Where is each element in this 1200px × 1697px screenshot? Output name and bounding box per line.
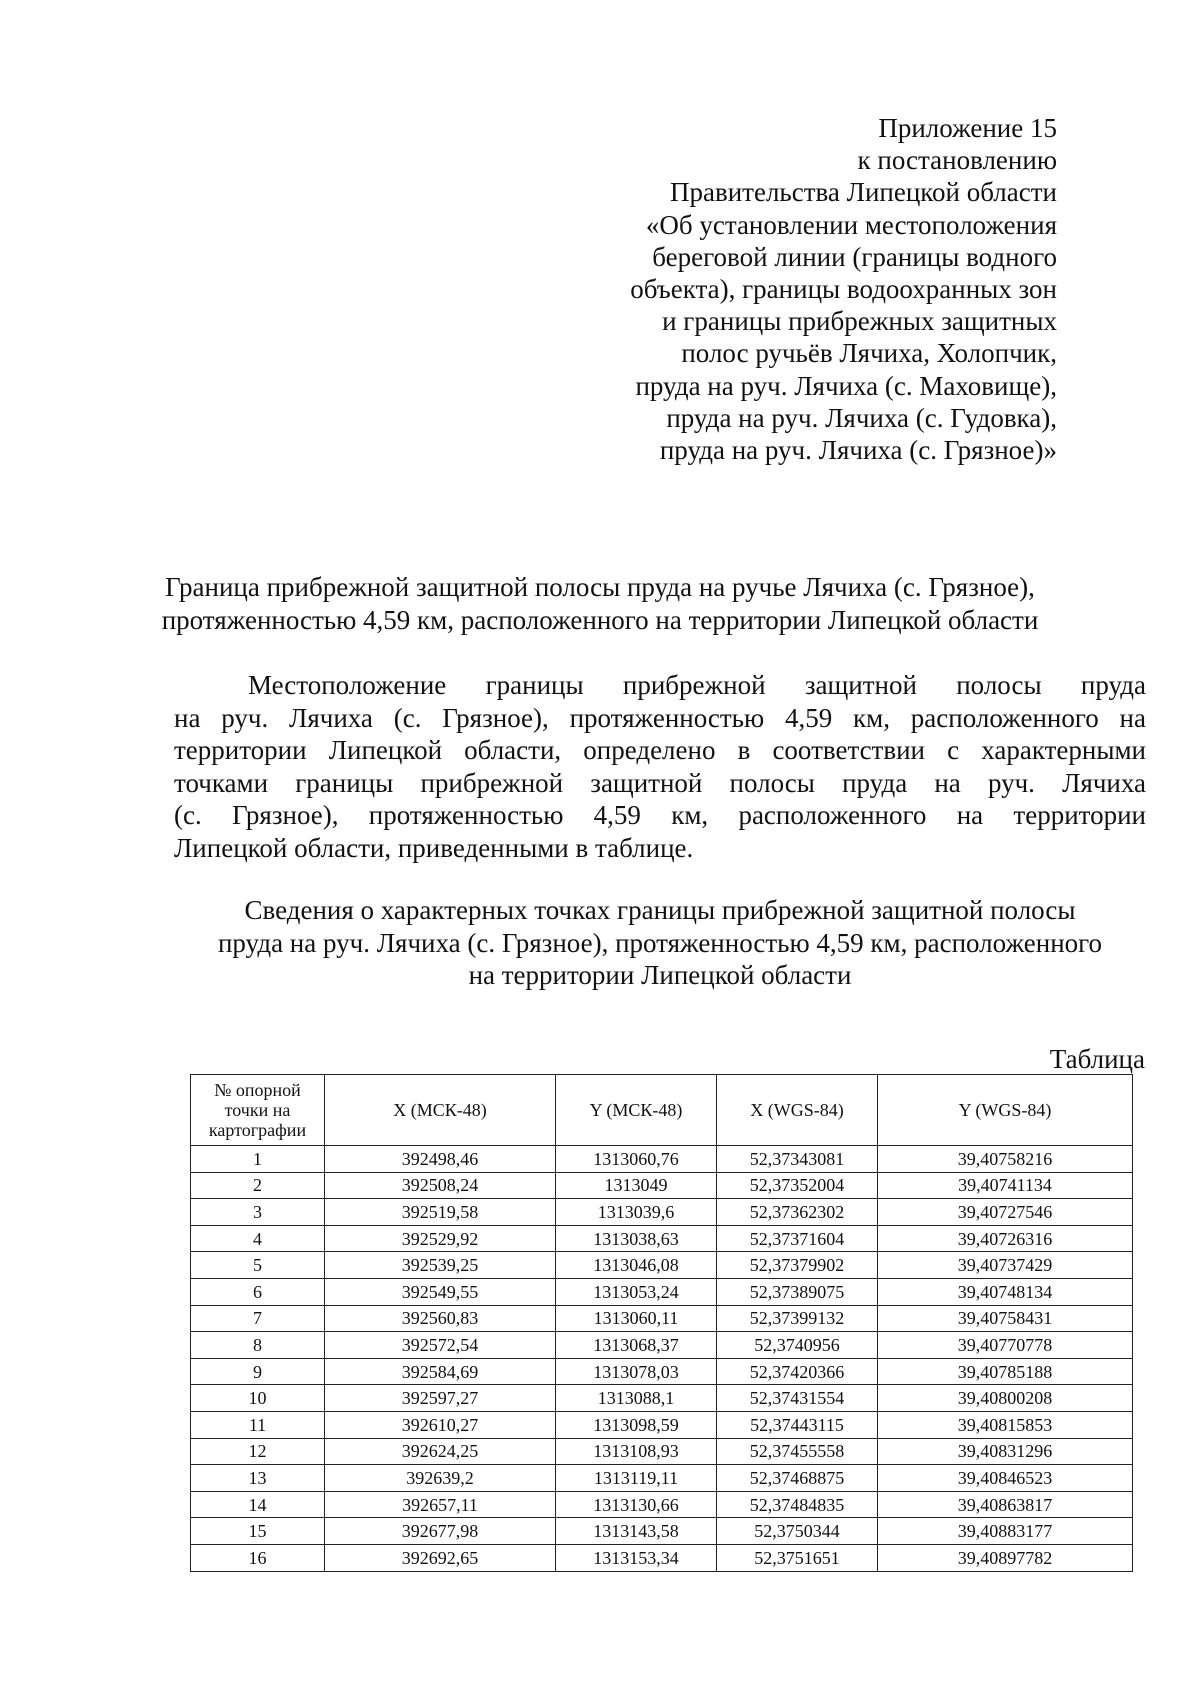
cell-x-msk: 392529,92: [325, 1225, 556, 1252]
table-row: [191, 1544, 1133, 1571]
title-line: протяженностью 4,59 км, расположенного на территории Липецкой области: [161, 604, 1039, 635]
cell-point-number: 13: [191, 1465, 325, 1492]
table-row: [191, 1172, 1133, 1199]
paragraph-line: Липецкой области, приведенными в таблице.: [174, 832, 694, 863]
table-row: [191, 1332, 1133, 1359]
paragraph-line: Местоположение границы прибрежной защитной полосы пруда: [248, 670, 1146, 700]
cell-point-number: 4: [191, 1225, 325, 1252]
paragraph-line: точками границы прибрежной защитной полосы пруда на руч. Лячиха: [174, 767, 1146, 798]
cell-point-number: 7: [191, 1305, 325, 1332]
table-row: [191, 1411, 1133, 1438]
cell-y-wgs: 39,40748134: [878, 1278, 1133, 1305]
cell-y-msk: 1313049: [556, 1172, 717, 1199]
table-row: [191, 1518, 1133, 1545]
cell-x-msk: 392549,55: [325, 1278, 556, 1305]
cell-y-wgs: 39,40800208: [878, 1385, 1133, 1412]
document-title: [140, 571, 1060, 636]
cell-y-wgs: 39,40737429: [878, 1252, 1133, 1279]
cell-y-msk: 1313143,58: [556, 1518, 717, 1545]
cell-y-wgs: 39,40758216: [878, 1146, 1133, 1173]
cell-y-msk: 1313068,37: [556, 1332, 717, 1359]
table-label: Таблица: [1049, 1044, 1145, 1074]
cell-x-wgs: 52,37362302: [717, 1199, 878, 1226]
cell-x-msk: 392639,2: [325, 1465, 556, 1492]
table-row: [191, 1358, 1133, 1385]
appendix-block: [537, 112, 1057, 466]
appendix-line: объекта), границы водоохранных зон: [630, 274, 1057, 305]
cell-x-msk: 392519,58: [325, 1199, 556, 1226]
cell-point-number: 9: [191, 1358, 325, 1385]
cell-point-number: 16: [191, 1544, 325, 1571]
table-header-row: [191, 1075, 1133, 1146]
cell-x-wgs: 52,37389075: [717, 1278, 878, 1305]
paragraph-line: (с. Грязное), протяженностью 4,59 км, расположенного на территории: [174, 800, 1146, 830]
table-row: [191, 1491, 1133, 1518]
table-row: [191, 1252, 1133, 1279]
appendix-line: полос ручьёв Лячиха, Холопчик,: [681, 338, 1057, 369]
cell-x-wgs: 52,37431554: [717, 1385, 878, 1412]
cell-x-msk: 392610,27: [325, 1411, 556, 1438]
caption-line: Сведения о характерных точках границы прибрежной защитной полосы: [244, 895, 1076, 925]
header-y-msk: Y (МСК-48): [556, 1075, 717, 1146]
cell-y-wgs: 39,40727546: [878, 1199, 1133, 1226]
cell-x-msk: 392657,11: [325, 1491, 556, 1518]
caption-line: пруда на руч. Лячиха (с. Грязное), протяженностью 4,59 км, расположенного: [217, 927, 1103, 958]
cell-x-msk: 392677,98: [325, 1518, 556, 1545]
cell-point-number: 14: [191, 1491, 325, 1518]
cell-x-wgs: 52,37420366: [717, 1358, 878, 1385]
cell-y-msk: 1313153,34: [556, 1544, 717, 1571]
appendix-line: к постановлению: [857, 145, 1057, 176]
header-y-wgs: Y (WGS-84): [878, 1075, 1133, 1146]
appendix-line: береговой линии (границы водного: [652, 241, 1057, 272]
cell-point-number: 11: [191, 1411, 325, 1438]
appendix-line: «Об установлении местоположения: [645, 209, 1057, 240]
cell-x-msk: 392692,65: [325, 1544, 556, 1571]
appendix-line: пруда на руч. Лячиха (с. Грязное)»: [659, 435, 1057, 466]
header-point-line: картографии: [208, 1120, 307, 1140]
cell-point-number: 8: [191, 1332, 325, 1359]
cell-x-wgs: 52,37484835: [717, 1491, 878, 1518]
body-paragraph: [174, 669, 1146, 864]
cell-y-wgs: 39,40726316: [878, 1225, 1133, 1252]
cell-x-msk: 392597,27: [325, 1385, 556, 1412]
cell-y-wgs: 39,40815853: [878, 1411, 1133, 1438]
appendix-line: и границы прибрежных защитных: [662, 306, 1057, 337]
cell-y-msk: 1313108,93: [556, 1438, 717, 1465]
cell-y-msk: 1313060,11: [556, 1305, 717, 1332]
cell-y-msk: 1313098,59: [556, 1411, 717, 1438]
appendix-line: Приложение 15: [878, 113, 1057, 143]
table-row: [191, 1465, 1133, 1492]
cell-y-wgs: 39,40846523: [878, 1465, 1133, 1492]
cell-y-msk: 1313046,08: [556, 1252, 717, 1279]
cell-point-number: 2: [191, 1172, 325, 1199]
coordinates-table: [190, 1074, 1133, 1572]
paragraph-line: на руч. Лячиха (с. Грязное), протяженностью 4,59 км, расположенного на: [174, 702, 1146, 733]
cell-y-msk: 1313039,6: [556, 1199, 717, 1226]
cell-y-msk: 1313053,24: [556, 1278, 717, 1305]
cell-point-number: 5: [191, 1252, 325, 1279]
cell-y-wgs: 39,40758431: [878, 1305, 1133, 1332]
cell-x-wgs: 52,3751651: [717, 1544, 878, 1571]
cell-y-wgs: 39,40897782: [878, 1544, 1133, 1571]
cell-x-wgs: 52,37343081: [717, 1146, 878, 1173]
cell-y-wgs: 39,40883177: [878, 1518, 1133, 1545]
cell-x-wgs: 52,37455558: [717, 1438, 878, 1465]
cell-point-number: 1: [191, 1146, 325, 1173]
cell-x-msk: 392508,24: [325, 1172, 556, 1199]
header-point-line: точки на: [224, 1100, 291, 1120]
appendix-line: Правительства Липецкой области: [669, 177, 1057, 208]
cell-y-msk: 1313130,66: [556, 1491, 717, 1518]
cell-point-number: 10: [191, 1385, 325, 1412]
caption-line: на территории Липецкой области: [468, 960, 852, 990]
cell-x-msk: 392624,25: [325, 1438, 556, 1465]
table-row: [191, 1225, 1133, 1252]
table-caption: [180, 894, 1140, 992]
cell-x-msk: 392498,46: [325, 1146, 556, 1173]
cell-x-wgs: 52,37468875: [717, 1465, 878, 1492]
cell-y-msk: 1313088,1: [556, 1385, 717, 1412]
cell-y-msk: 1313078,03: [556, 1358, 717, 1385]
cell-x-wgs: 52,3740956: [717, 1332, 878, 1359]
cell-point-number: 12: [191, 1438, 325, 1465]
cell-x-wgs: 52,3750344: [717, 1518, 878, 1545]
header-x-wgs: X (WGS-84): [717, 1075, 878, 1146]
cell-y-msk: 1313060,76: [556, 1146, 717, 1173]
cell-y-wgs: 39,40770778: [878, 1332, 1133, 1359]
cell-y-msk: 1313119,11: [556, 1465, 717, 1492]
cell-y-wgs: 39,40785188: [878, 1358, 1133, 1385]
cell-x-msk: 392584,69: [325, 1358, 556, 1385]
appendix-line: пруда на руч. Лячиха (с. Гудовка),: [666, 402, 1057, 433]
paragraph-line: территории Липецкой области, определено в соответствии с характерными: [174, 735, 1146, 765]
table-row: [191, 1146, 1133, 1173]
cell-y-wgs: 39,40741134: [878, 1172, 1133, 1199]
cell-x-wgs: 52,37371604: [717, 1225, 878, 1252]
header-x-msk: X (МСК-48): [325, 1075, 556, 1146]
appendix-line: пруда на руч. Лячиха (с. Маховище),: [635, 370, 1057, 401]
cell-point-number: 6: [191, 1278, 325, 1305]
table-row: [191, 1305, 1133, 1332]
cell-x-wgs: 52,37379902: [717, 1252, 878, 1279]
table-row: [191, 1199, 1133, 1226]
table-row: [191, 1385, 1133, 1412]
cell-point-number: 3: [191, 1199, 325, 1226]
cell-x-wgs: 52,37399132: [717, 1305, 878, 1332]
table-body: [191, 1146, 1133, 1572]
table-row: [191, 1278, 1133, 1305]
cell-x-msk: 392560,83: [325, 1305, 556, 1332]
cell-y-wgs: 39,40863817: [878, 1491, 1133, 1518]
cell-x-msk: 392539,25: [325, 1252, 556, 1279]
cell-y-wgs: 39,40831296: [878, 1438, 1133, 1465]
title-line: Граница прибрежной защитной полосы пруда на ручье Лячиха (с. Грязное),: [165, 572, 1035, 602]
table-row: [191, 1438, 1133, 1465]
header-point-number: [191, 1075, 325, 1146]
cell-y-msk: 1313038,63: [556, 1225, 717, 1252]
cell-x-wgs: 52,37443115: [717, 1411, 878, 1438]
header-point-line: № опорной: [214, 1080, 301, 1100]
cell-point-number: 15: [191, 1518, 325, 1545]
cell-x-wgs: 52,37352004: [717, 1172, 878, 1199]
cell-x-msk: 392572,54: [325, 1332, 556, 1359]
